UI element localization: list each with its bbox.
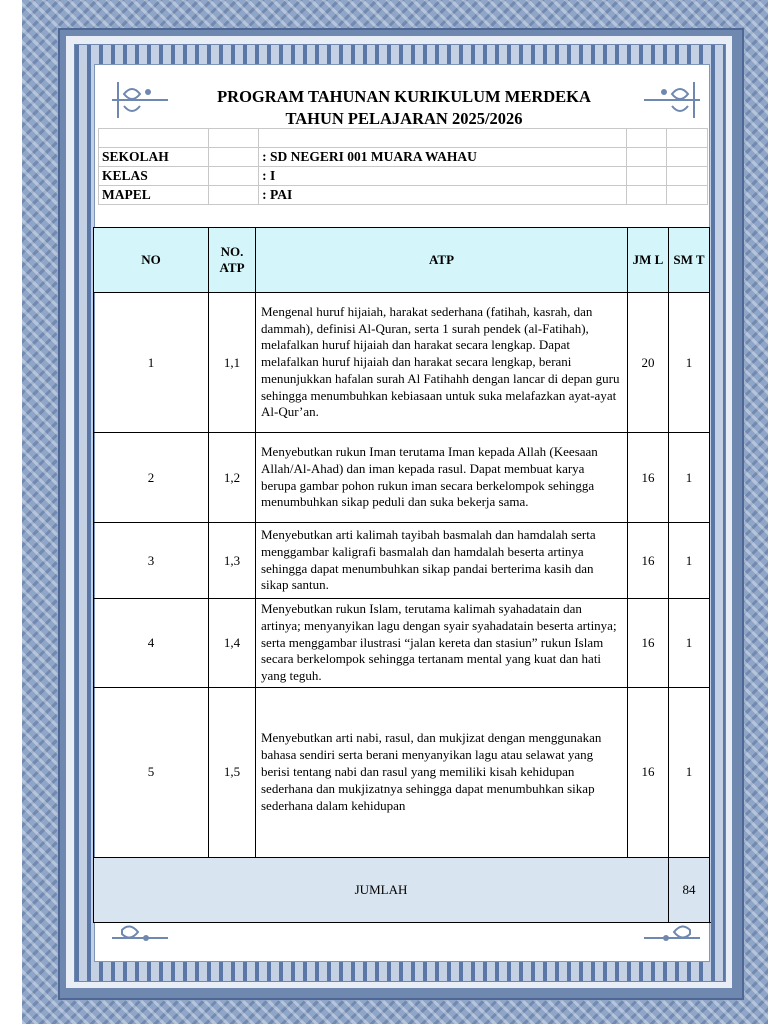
- cell-jml: 16: [628, 433, 669, 523]
- title-line-1: PROGRAM TAHUNAN KURIKULUM MERDEKA: [217, 87, 591, 106]
- table-row: [94, 687, 710, 857]
- cell-no: 4: [94, 599, 209, 688]
- cell-no-atp: 1,5: [209, 687, 256, 857]
- corner-ornament-icon: [640, 918, 704, 958]
- corner-ornament-icon: [108, 918, 172, 958]
- cell-atp: Mengenal huruf hijaiah, harakat sederhana (fatihah, kasrah, dan dammah), definisi Al-Quran, serta 1 surah pendek (al-Fatihah), melafalkan huruf hijaiah dan harakat secara lengkap. Dapat melafalkan huruf hijaiah dan harakat secara lengkap, berani menunjukkan hafalan surah Al Fatihahh dengan lancar di depan guru sehingga menumbuhkan kebiasaan untuk suka melafazkan ayat-ayat Al-Qur’an.: [256, 293, 628, 433]
- cell-jml: 16: [628, 687, 669, 857]
- cell-jml: 16: [628, 523, 669, 599]
- cell-no: 3: [94, 523, 209, 599]
- cell-no-atp: 1,4: [209, 599, 256, 688]
- total-label: JUMLAH: [94, 857, 669, 922]
- info-value: : SD NEGERI 001 MUARA WAHAU: [259, 148, 627, 167]
- table-header-row: [94, 228, 710, 293]
- cell-atp: Menyebutkan rukun Islam, terutama kalimah syahadatain dan artinya; menyanyikan lagu dengan syair syahadatain beserta artinya; serta menggambar ilustrasi “jalan kereta dan stasiun” rukun Islam secara berkelompok sehingga tertanam mental yang kuat dan hati yang teguh.: [256, 599, 628, 688]
- cell-smt: 1: [669, 523, 710, 599]
- cell-atp: Menyebutkan arti kalimah tayibah basmalah dan hamdalah serta menggambar kaligrafi basmalah dan hamdalah beserta artinya sehingga dapat menumbuhkan sikap pandai berterima kasih dan sikap santun.: [256, 523, 628, 599]
- cell-no: 5: [94, 687, 209, 857]
- program-table: [93, 227, 710, 923]
- cell-smt: 1: [669, 599, 710, 688]
- info-table: [98, 128, 708, 205]
- cell-smt: 1: [669, 687, 710, 857]
- table-row: [94, 523, 710, 599]
- cell-no-atp: 1,3: [209, 523, 256, 599]
- info-label: SEKOLAH: [99, 148, 209, 167]
- info-row-empty: [99, 129, 708, 148]
- cell-no: 1: [94, 293, 209, 433]
- title-line-2: TAHUN PELAJARAN 2025/2026: [285, 109, 523, 128]
- total-value: 84: [669, 857, 710, 922]
- cell-smt: 1: [669, 293, 710, 433]
- cell-smt: 1: [669, 433, 710, 523]
- header-atp: ATP: [256, 228, 628, 293]
- header-jml: JM L: [628, 228, 669, 293]
- table-row: [94, 293, 710, 433]
- header-smt: SM T: [669, 228, 710, 293]
- info-value: : PAI: [259, 186, 627, 205]
- cell-jml: 16: [628, 599, 669, 688]
- info-row-mapel: [99, 186, 708, 205]
- info-row-sekolah: [99, 148, 708, 167]
- table-row: [94, 599, 710, 688]
- info-row-kelas: [99, 167, 708, 186]
- document-title: [100, 86, 708, 130]
- info-label: MAPEL: [99, 186, 209, 205]
- cell-no: 2: [94, 433, 209, 523]
- info-label: KELAS: [99, 167, 209, 186]
- table-row: [94, 433, 710, 523]
- cell-atp: Menyebutkan arti nabi, rasul, dan mukjizat dengan menggunakan bahasa sendiri serta berani menyanyikan lagu atau selawat yang berisi tentang nabi dan rasul yang memiliki kisah kehidupan sederhana dan mukjizatnya sehingga dapat menumbuhkan sikap sederhana dalam kehidupan: [256, 687, 628, 857]
- info-value: : I: [259, 167, 627, 186]
- total-row: [94, 857, 710, 922]
- header-no-atp: NO. ATP: [209, 228, 256, 293]
- header-no: NO: [94, 228, 209, 293]
- cell-atp: Menyebutkan rukun Iman terutama Iman kepada Allah (Keesaan Allah/Al-Ahad) dan iman kepada rasul. Dapat membuat karya berupa gambar pohon rukun iman secara berkelompok sehingga menumbuhkan sikap peduli dan suka bekerja sama.: [256, 433, 628, 523]
- cell-no-atp: 1,2: [209, 433, 256, 523]
- cell-no-atp: 1,1: [209, 293, 256, 433]
- cell-jml: 20: [628, 293, 669, 433]
